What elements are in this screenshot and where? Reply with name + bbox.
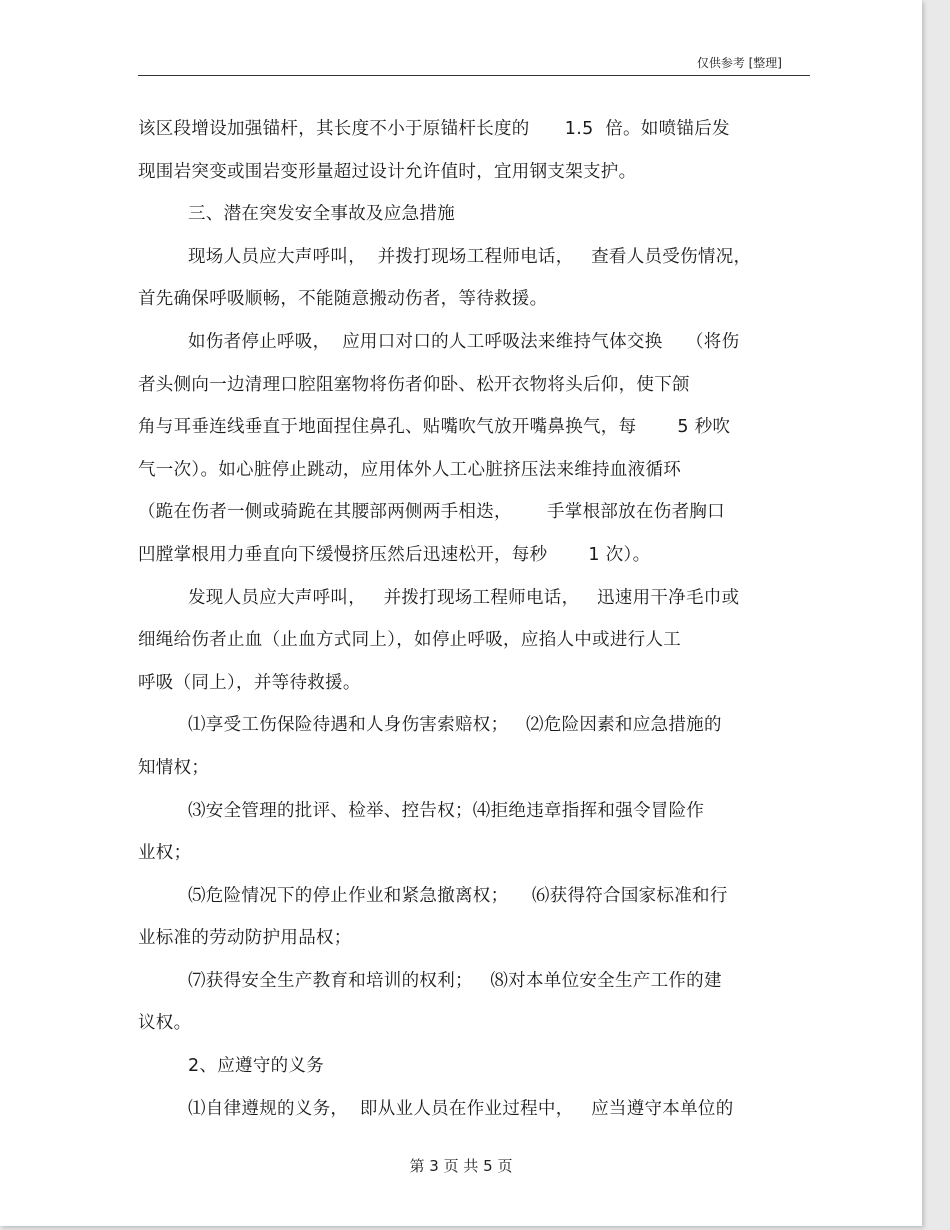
text-line: 知情权； — [138, 757, 210, 778]
text-line: 该区段增设加强锚杆，其长度不小于原锚杆长度的 1.5 倍。如喷锚后发 — [138, 119, 730, 139]
section-heading: 三、潜在突发安全事故及应急措施 — [188, 204, 455, 225]
list-item: ⑸危险情况下的停止作业和紧急撤离权； ⑹获得符合国家标准和行 — [188, 885, 728, 906]
text-line: 议权。 — [138, 1013, 192, 1034]
list-item: ⑴自律遵规的义务， 即从业人员在作业过程中， 应当遵守本单位的 — [188, 1098, 734, 1119]
text-line: 呼吸（同上），并等待救援。 — [138, 672, 361, 693]
text-line: 现围岩突变或围岩变形量超过设计允许值时，宜用钢支架支护。 — [138, 161, 637, 182]
text-line: 细绳给伤者止血（止血方式同上），如停止呼吸，应掐人中或进行人工 — [138, 630, 682, 651]
header-rule — [138, 75, 810, 76]
text-line: 者头侧向一边清理口腔阻塞物将伤者仰卧、松开衣物将头后仰，使下颌 — [138, 374, 690, 395]
text-line: 如伤者停止呼吸， 应用口对口的人工呼吸法来维持气体交换 （将伤 — [188, 331, 740, 352]
text-line: 业标准的劳动防护用品权； — [138, 928, 352, 949]
text-line: 角与耳垂连线垂直于地面捏住鼻孔、贴嘴吹气放开嘴鼻换气，每 5 秒吹 — [138, 417, 731, 438]
text-line: （跪在伤者一侧或骑跪在其腰部两侧两手相迭， 手掌根部放在伤者胸口 — [138, 502, 725, 523]
body-text — [138, 108, 818, 1130]
text-line: 气一次）。如心脏停止跳动，应用体外人工心脏挤压法来维持血液循环 — [138, 459, 682, 480]
text-line: 首先确保呼吸顺畅，不能随意搬动伤者，等待救援。 — [138, 289, 548, 310]
text-line: 凹膛掌根用力垂直向下缓慢挤压然后迅速松开，每秒 1 次）。 — [138, 544, 651, 565]
text-line: 现场人员应大声呼叫， 并拨打现场工程师电话， 查看人员受伤情况， — [188, 246, 752, 267]
text-line: 业权； — [138, 843, 192, 864]
list-item: ⑶安全管理的批评、检举、控告权；⑷拒绝违章指挥和强令冒险作 — [188, 800, 705, 821]
section-heading: 2、应遵守的义务 — [188, 1056, 325, 1077]
list-item: ⑴享受工伤保险待遇和人身伤害索赔权； ⑵危险因素和应急措施的 — [188, 715, 722, 736]
header-note: 仅供参考 [整理] — [696, 56, 782, 70]
text-line: 发现人员应大声呼叫， 并拨打现场工程师电话， 迅速用干净毛巾或 — [188, 587, 740, 608]
list-item: ⑺获得安全生产教育和培训的权利； ⑻对本单位安全生产工作的建 — [188, 970, 722, 991]
page-number: 第 3 页 共 5 页 — [409, 1157, 513, 1175]
